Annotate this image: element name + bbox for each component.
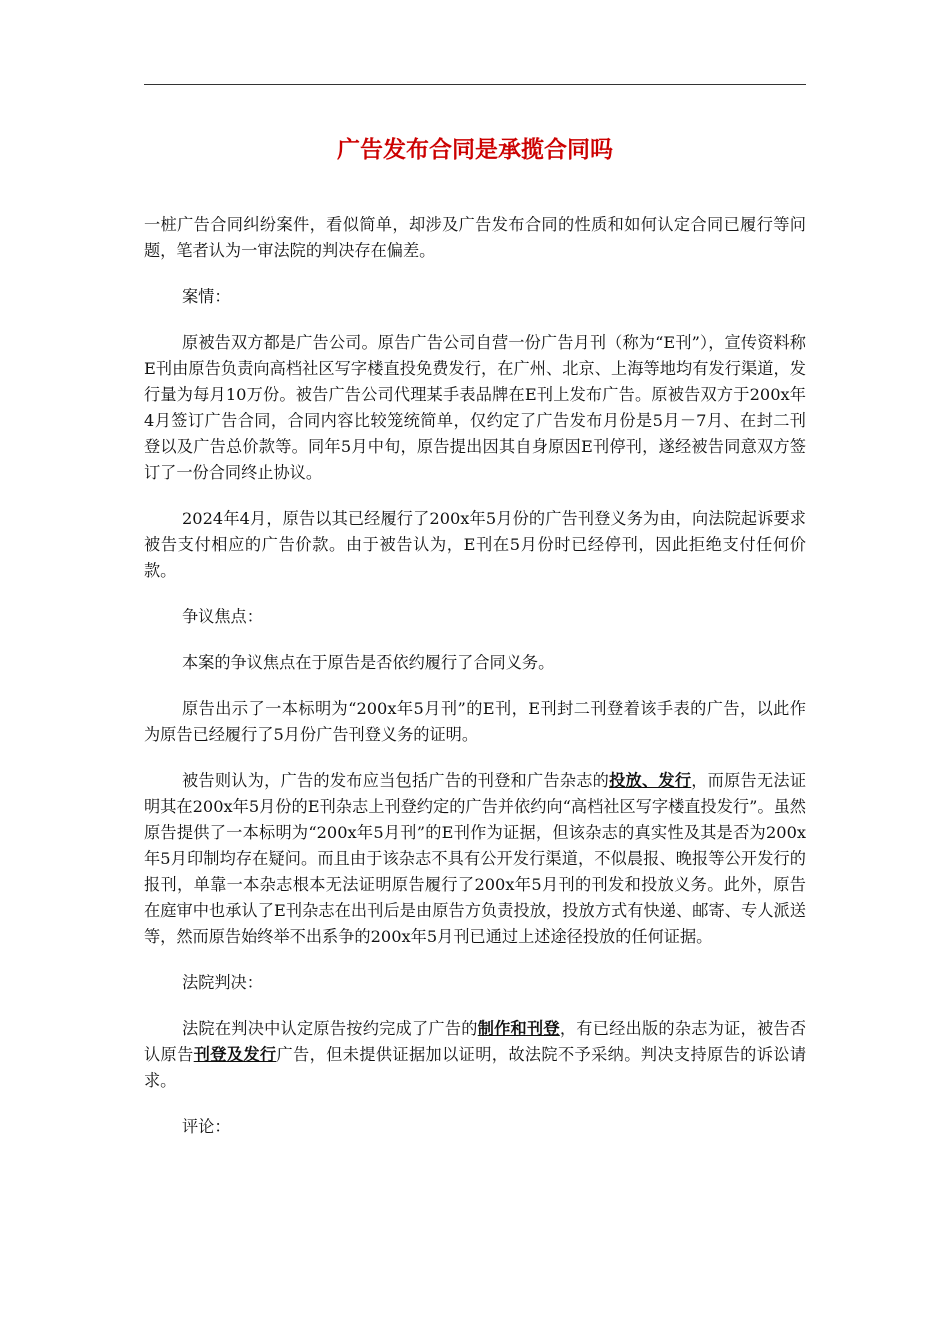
defendant-argument-paragraph <box>144 768 806 950</box>
judgment-paragraph <box>144 1016 806 1094</box>
case-paragraph: 原被告双方都是广告公司。原告广告公司自营一份广告月刊（称为“E刊”），宣传资料称E刊由原告负责向高档社区写字楼直投免费发行，在广州、北京、上海等地均有发行渠道，发行量为每月10万份。被告广告公司代理某手表品牌在E刊上发布广告。原被告双方于200x年4月签订广告合同，合同内容比较笼统简单，仅约定了广告发布月份是5月－7月、在封二刊登以及广告总价款等。同年5月中旬，原告提出因其自身原因E刊停刊，遂经被告同意双方签订了一份合同终止协议。 <box>144 333 806 482</box>
link-production-publication[interactable]: 制作和刊登 <box>477 1019 560 1038</box>
document-body <box>144 128 806 1160</box>
header-rule <box>144 84 806 85</box>
section-heading-judgment: 法院判决： <box>182 973 263 992</box>
intro-paragraph: 一桩广告合同纠纷案件，看似简单，却涉及广告发布合同的性质和如何认定合同已履行等问题，笔者认为一审法院的判决存在偏差。 <box>144 215 806 260</box>
page-title: 广告发布合同是承揽合同吗 <box>337 137 613 163</box>
section-heading-comment: 评论： <box>182 1117 231 1136</box>
section-heading-case: 案情： <box>182 287 231 306</box>
defendant-text-1: 被告则认为，广告的发布应当包括广告的刊登和广告杂志的 <box>182 771 610 790</box>
judgment-text-3: 广告，但未提供证据加以证明，故法院不予采纳。判决支持原告的诉讼请求。 <box>144 1045 807 1090</box>
link-distribution[interactable]: 投放、发行 <box>609 771 692 790</box>
dispute-paragraph: 本案的争议焦点在于原告是否依约履行了合同义务。 <box>182 653 555 672</box>
link-publication-distribution[interactable]: 刊登及发行 <box>193 1045 277 1064</box>
judgment-text-2: ，有已经出版的杂志为证，被告否认原告 <box>144 1019 807 1064</box>
section-heading-dispute: 争议焦点： <box>182 607 263 626</box>
plaintiff-evidence-paragraph: 原告出示了一本标明为“200x年5月刊”的E刊，E刊封二刊登着该手表的广告，以此作为原告已经履行了5月份广告刊登义务的证明。 <box>144 699 806 744</box>
lawsuit-paragraph: 2024年4月，原告以其已经履行了200x年5月份的广告刊登义务为由，向法院起诉要求被告支付相应的广告价款。由于被告认为，E刊在5月份时已经停刊，因此拒绝支付任何价款。 <box>144 509 806 580</box>
judgment-text-1: 法院在判决中认定原告按约完成了广告的 <box>182 1019 478 1038</box>
defendant-text-2: ，而原告无法证明其在200x年5月份的E刊杂志上刊登约定的广告并依约向“高档社区写字楼直投发行”。虽然原告提供了一本标明为“200x年5月刊”的E刊作为证据，但该杂志的真实性及其是否为200x年5月印制均存在疑问。而且由于该杂志不具有公开发行渠道，不似晨报、晚报等公开发行的报刊，单靠一本杂志根本无法证明原告履行了200x年5月刊的刊发和投放义务。此外，原告在庭审中也承认了E刊杂志在出刊后是由原告方负责投放，投放方式有快递、邮寄、专人派送等，然而原告始终举不出系争的200x年5月刊已通过上述途径投放的任何证据。 <box>144 771 807 946</box>
